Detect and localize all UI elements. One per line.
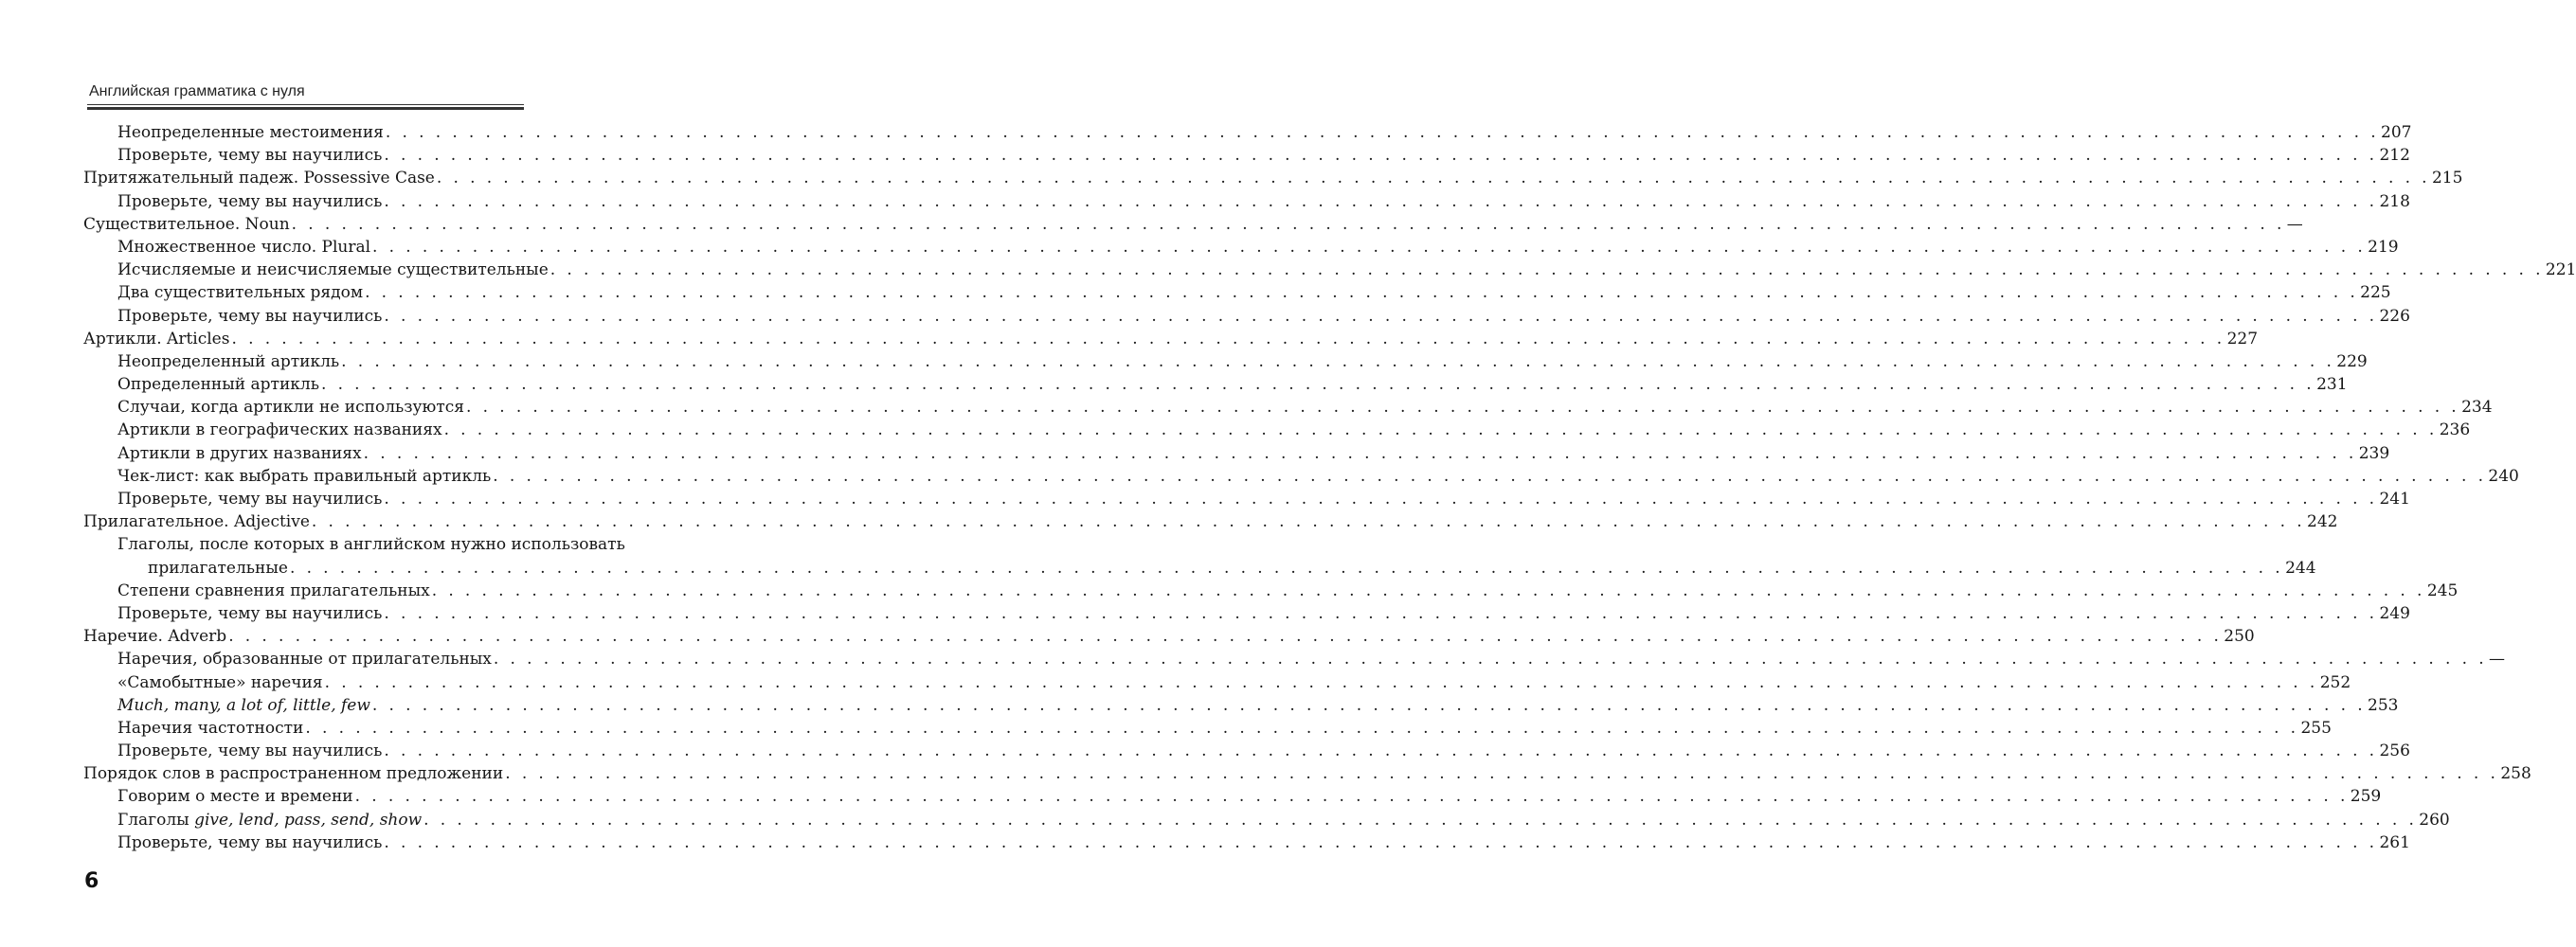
header-rule-thick	[87, 107, 524, 110]
dot-leader: . . . . . . . . . . . . . . . . . . . . . . . . . . . . . . . . . . . . . . . . . . . . . . . . . . . . . . . . . . . . . . . . . . . . . . . . . . . . . . . . . . . . . . . . . . . . . . . . . . . . . . . . . . . . . . . . . . . . . . . .	[289, 558, 2284, 578]
dot-leader: . . . . . . . . . . . . . . . . . . . . . . . . . . . . . . . . . . . . . . . . . . . . . . . . . . . . . . . . . . . . . . . . . . . . . . . . . . . . . . . . . . . . . . . . . . . . . . . . . . . . . . . . . . . . . . . . . . . . . . . .	[311, 512, 2306, 532]
toc-entry-title-text: Проверьте, чему вы научились	[117, 146, 383, 166]
toc-entry[interactable]	[83, 740, 2410, 762]
toc-entry-title	[117, 373, 319, 396]
toc-entry-page: 253	[2368, 695, 2399, 715]
toc-entry[interactable]	[83, 533, 656, 556]
toc-entry-title	[83, 213, 290, 236]
toc-entry-title-text: Проверьте, чему вы научились	[117, 603, 383, 623]
toc-entry-page: 231	[2316, 375, 2348, 395]
toc-entry-title	[148, 557, 288, 580]
toc-entry[interactable]	[83, 580, 2459, 602]
running-header: Английская грамматика с нуля	[89, 83, 305, 99]
dot-leader: . . . . . . . . . . . . . . . . . . . . . . . . . . . . . . . . . . . . . . . . . . . . . . . . . . . . . . . . . . . . . . . . . . . . . . . . . . . . . . . . . . . . . . . . . . . . . . . . . . . . . . . . . . . . . . . . . . . . . . . .	[363, 443, 2357, 463]
dot-leader: . . . . . . . . . . . . . . . . . . . . . . . . . . . . . . . . . . . . . . . . . . . . . . . . . . . . . . . . . . . . . . . . . . . . . . . . . . . . . . . . . . . . . . . . . . . . . . . . . . . . . . . . . . . . . . . . . . . . . . . .	[384, 490, 2378, 509]
toc-entry[interactable]	[83, 488, 2410, 510]
toc-entry-title	[117, 809, 422, 831]
toc-entry-title-text: Множественное число. Plural	[117, 237, 371, 257]
toc-entry[interactable]	[83, 259, 2576, 281]
dot-leader: . . . . . . . . . . . . . . . . . . . . . . . . . . . . . . . . . . . . . . . . . . . . . . . . . . . . . . . . . . . . . . . . . . . . . . . . . . . . . . . . . . . . . . . . . . . . . . . . . . . . . . . . . . . . . . . . . . . . . . . .	[384, 146, 2378, 166]
toc-entry-title	[117, 488, 382, 510]
toc-entry[interactable]	[83, 557, 2316, 580]
dot-leader: . . . . . . . . . . . . . . . . . . . . . . . . . . . . . . . . . . . . . . . . . . . . . . . . . . . . . . . . . . . . . . . . . . . . . . . . . . . . . . . . . . . . . . . . . . . . . . . . . . . . . . . . . . . . . . . . . . . . . . . .	[384, 742, 2378, 761]
toc-entry[interactable]	[83, 694, 2399, 717]
toc-entry[interactable]	[83, 419, 2471, 441]
dot-leader: . . . . . . . . . . . . . . . . . . . . . . . . . . . . . . . . . . . . . . . . . . . . . . . . . . . . . . . . . . . . . . . . . . . . . . . . . . . . . . . . . . . . . . . . . . . . . . . . . . . . . . . . . . . . . . . . . . . . . . . .	[354, 787, 2349, 807]
dot-leader: . . . . . . . . . . . . . . . . . . . . . . . . . . . . . . . . . . . . . . . . . . . . . . . . . . . . . . . . . . . . . . . . . . . . . . . . . . . . . . . . . . . . . . . . . . . . . . . . . . . . . . . . . . . . . . . . . . . . . . . .	[371, 695, 2367, 715]
toc-entry-page: 259	[2350, 787, 2382, 807]
toc-entry-page: 212	[2379, 146, 2410, 166]
toc-entry-title	[117, 419, 442, 441]
toc-entry-page: 260	[2419, 810, 2450, 830]
toc-entry-title	[117, 580, 430, 602]
toc-entry-title	[117, 281, 363, 304]
toc-entry-page: 226	[2379, 306, 2410, 326]
toc-entry-title-text: Артикли в географических названиях	[117, 420, 442, 440]
toc-entry-title	[83, 167, 435, 189]
dot-leader: . . . . . . . . . . . . . . . . . . . . . . . . . . . . . . . . . . . . . . . . . . . . . . . . . . . . . . . . . . . . . . . . . . . . . . . . . . . . . . . . . . . . . . . . . . . . . . . . . . . . . . . . . . . . . . . . . . . . . . . .	[423, 810, 2418, 830]
toc-entry[interactable]	[83, 717, 2332, 740]
toc-entry[interactable]	[83, 809, 2450, 831]
toc-entry-title-text: Порядок слов в распространенном предложении	[83, 764, 504, 784]
toc-entry-title	[117, 602, 382, 625]
toc-entry-page: —	[2286, 214, 2303, 234]
dot-leader: . . . . . . . . . . . . . . . . . . . . . . . . . . . . . . . . . . . . . . . . . . . . . . . . . . . . . . . . . . . . . . . . . . . . . . . . . . . . . . . . . . . . . . . . . . . . . . . . . . . . . . . . . . . . . . . . . . . . . . . .	[341, 351, 2335, 371]
toc-entry-title	[117, 305, 382, 328]
toc-entry-page: 225	[2360, 283, 2391, 303]
dot-leader: . . . . . . . . . . . . . . . . . . . . . . . . . . . . . . . . . . . . . . . . . . . . . . . . . . . . . . . . . . . . . . . . . . . . . . . . . . . . . . . . . . . . . . . . . . . . . . . . . . . . . . . . . . . . . . . . . . . . . . . .	[549, 260, 2544, 280]
dot-leader: . . . . . . . . . . . . . . . . . . . . . . . . . . . . . . . . . . . . . . . . . . . . . . . . . . . . . . . . . . . . . . . . . . . . . . . . . . . . . . . . . . . . . . . . . . . . . . . . . . . . . . . . . . . . . . . . . . . . . . . .	[384, 832, 2378, 852]
dot-leader: . . . . . . . . . . . . . . . . . . . . . . . . . . . . . . . . . . . . . . . . . . . . . . . . . . . . . . . . . . . . . . . . . . . . . . . . . . . . . . . . . . . . . . . . . . . . . . . . . . . . . . . . . . . . . . . . . . . . . . . .	[505, 764, 2499, 784]
toc-entry-title	[117, 671, 323, 694]
toc-entry-page: 245	[2426, 581, 2459, 600]
toc-entry-title-text: Глаголы	[117, 810, 195, 830]
toc-entry-page: 236	[2439, 420, 2471, 440]
toc-entry-title-text: Неопределенный артикль	[117, 351, 340, 371]
toc-entry-title	[83, 328, 229, 350]
toc-entry-title	[117, 831, 382, 854]
toc-entry[interactable]	[83, 648, 2506, 670]
toc-entry-title	[117, 259, 549, 281]
toc-entry[interactable]	[83, 396, 2493, 419]
toc-entry[interactable]	[83, 328, 2259, 350]
toc-entry[interactable]	[83, 236, 2399, 259]
toc-entry-page: 242	[2307, 512, 2338, 532]
toc-entry-title-text: Much, many, a lot of, little, few	[117, 695, 370, 715]
toc-entry-title-text: Исчисляемые и неисчисляемые существительные	[117, 260, 549, 280]
toc-entry[interactable]	[83, 305, 2410, 328]
toc-entry-title-text: Проверьте, чему вы научились	[117, 490, 383, 509]
dot-leader: . . . . . . . . . . . . . . . . . . . . . . . . . . . . . . . . . . . . . . . . . . . . . . . . . . . . . . . . . . . . . . . . . . . . . . . . . . . . . . . . . . . . . . . . . . . . . . . . . . . . . . . . . . . . . . . . . . . . . . . .	[493, 466, 2487, 486]
dot-leader: . . . . . . . . . . . . . . . . . . . . . . . . . . . . . . . . . . . . . . . . . . . . . . . . . . . . . . . . . . . . . . . . . . . . . . . . . . . . . . . . . . . . . . . . . . . . . . . . . . . . . . . . . . . . . . . . . . . . . . . .	[493, 650, 2488, 670]
toc-entry-page: 207	[2381, 123, 2412, 142]
toc-entry[interactable]	[83, 373, 2348, 396]
dot-leader: . . . . . . . . . . . . . . . . . . . . . . . . . . . . . . . . . . . . . . . . . . . . . . . . . . . . . . . . . . . . . . . . . . . . . . . . . . . . . . . . . . . . . . . . . . . . . . . . . . . . . . . . . . . . . . . . . . . . . . . .	[384, 191, 2378, 211]
toc-entry[interactable]	[83, 762, 2531, 785]
toc-entry-title	[83, 762, 503, 785]
toc-entry-title	[117, 144, 382, 167]
dot-leader: . . . . . . . . . . . . . . . . . . . . . . . . . . . . . . . . . . . . . . . . . . . . . . . . . . . . . . . . . . . . . . . . . . . . . . . . . . . . . . . . . . . . . . . . . . . . . . . . . . . . . . . . . . . . . . . . . . . . . . . .	[385, 123, 2379, 142]
dot-leader: . . . . . . . . . . . . . . . . . . . . . . . . . . . . . . . . . . . . . . . . . . . . . . . . . . . . . . . . . . . . . . . . . . . . . . . . . . . . . . . . . . . . . . . . . . . . . . . . . . . . . . . . . . . . . . . . . . . . . . . .	[320, 375, 2315, 395]
toc-entry-title	[117, 465, 491, 488]
toc-entry-title	[83, 625, 226, 648]
toc-entry-title-text: Определенный артикль	[117, 375, 319, 395]
dot-leader: . . . . . . . . . . . . . . . . . . . . . . . . . . . . . . . . . . . . . . . . . . . . . . . . . . . . . . . . . . . . . . . . . . . . . . . . . . . . . . . . . . . . . . . . . . . . . . . . . . . . . . . . . . . . . . . . . . . . . . . .	[365, 283, 2359, 303]
toc-entry-title	[117, 533, 625, 556]
toc-entry-page: 249	[2379, 603, 2410, 623]
toc-entry-page: 252	[2319, 672, 2351, 692]
toc-entry[interactable]	[83, 144, 2410, 167]
page-number: 6	[84, 869, 99, 893]
toc-entry-page: 234	[2461, 398, 2493, 418]
toc-entry-page: 261	[2379, 832, 2410, 852]
toc-entry-title	[83, 510, 310, 533]
toc-entry-title-text: Проверьте, чему вы научились	[117, 742, 383, 761]
toc-entry-title-text: Глаголы, после которых в английском нужно использовать	[117, 535, 625, 555]
toc-entry-title-text: Степени сравнения прилагательных	[117, 581, 430, 600]
toc-entry[interactable]	[83, 625, 2255, 648]
header-rule-thin	[87, 104, 524, 105]
dot-leader: . . . . . . . . . . . . . . . . . . . . . . . . . . . . . . . . . . . . . . . . . . . . . . . . . . . . . . . . . . . . . . . . . . . . . . . . . . . . . . . . . . . . . . . . . . . . . . . . . . . . . . . . . . . . . . . . . . . . . . . .	[431, 581, 2425, 600]
toc-entry-title-text: Проверьте, чему вы научились	[117, 191, 383, 211]
toc-entry[interactable]	[83, 465, 2519, 488]
toc-entry-page: 244	[2285, 558, 2316, 578]
dot-leader: . . . . . . . . . . . . . . . . . . . . . . . . . . . . . . . . . . . . . . . . . . . . . . . . . . . . . . . . . . . . . . . . . . . . . . . . . . . . . . . . . . . . . . . . . . . . . . . . . . . . . . . . . . . . . . . . . . . . . . . .	[324, 672, 2318, 692]
toc-entry-title-text: Прилагательное. Adjective	[83, 512, 310, 532]
toc-entry-title	[117, 190, 382, 213]
toc-entry-title-text: Артикли в других названиях	[117, 443, 362, 463]
toc-entry-title-text: Неопределенные местоимения	[117, 123, 384, 142]
toc-entry-page: 240	[2488, 466, 2519, 486]
dot-leader: . . . . . . . . . . . . . . . . . . . . . . . . . . . . . . . . . . . . . . . . . . . . . . . . . . . . . . . . . . . . . . . . . . . . . . . . . . . . . . . . . . . . . . . . . . . . . . . . . . . . . . . . . . . . . . . . . . . . . . . .	[372, 237, 2367, 257]
toc-entry-title	[117, 648, 492, 670]
table-of-contents	[83, 121, 2576, 854]
toc-entry[interactable]	[83, 602, 2410, 625]
toc-entry-page: 258	[2500, 764, 2531, 784]
toc-entry-title	[117, 717, 303, 740]
toc-entry-page: 221	[2545, 260, 2576, 280]
toc-entry-page: 219	[2368, 237, 2399, 257]
toc-entry-page: 250	[2224, 627, 2255, 647]
toc-entry[interactable]	[83, 510, 2338, 533]
toc-entry-title	[117, 442, 362, 465]
toc-entry-title	[117, 785, 353, 808]
toc-entry-page: 229	[2336, 351, 2368, 371]
toc-entry-title-text: Притяжательный падеж. Possessive Case	[83, 169, 435, 188]
toc-entry-page: 241	[2379, 490, 2410, 509]
toc-entry-title-text: Наречия частотности	[117, 718, 304, 738]
toc-entry-title-text: «Самобытные» наречия	[117, 672, 323, 692]
toc-entry-title-text: Проверьте, чему вы научились	[117, 832, 383, 852]
toc-entry-title	[117, 350, 339, 373]
toc-entry-page: 215	[2431, 169, 2463, 188]
dot-leader: . . . . . . . . . . . . . . . . . . . . . . . . . . . . . . . . . . . . . . . . . . . . . . . . . . . . . . . . . . . . . . . . . . . . . . . . . . . . . . . . . . . . . . . . . . . . . . . . . . . . . . . . . . . . . . . . . . . . . . . .	[384, 306, 2378, 326]
toc-entry-page: —	[2489, 650, 2506, 670]
dot-leader: . . . . . . . . . . . . . . . . . . . . . . . . . . . . . . . . . . . . . . . . . . . . . . . . . . . . . . . . . . . . . . . . . . . . . . . . . . . . . . . . . . . . . . . . . . . . . . . . . . . . . . . . . . . . . . . . . . . . . . . .	[231, 329, 2225, 348]
toc-entry-page: 256	[2379, 742, 2410, 761]
dot-leader: . . . . . . . . . . . . . . . . . . . . . . . . . . . . . . . . . . . . . . . . . . . . . . . . . . . . . . . . . . . . . . . . . . . . . . . . . . . . . . . . . . . . . . . . . . . . . . . . . . . . . . . . . . . . . . . . . . . . . . . .	[443, 420, 2438, 440]
toc-entry-page: 255	[2300, 718, 2332, 738]
toc-entry-title-italic: give, lend, pass, send, show	[194, 810, 423, 830]
toc-entry-title-text: Случаи, когда артикли не используются	[117, 398, 464, 418]
toc-entry-page: 227	[2226, 329, 2259, 348]
toc-entry[interactable]	[83, 831, 2410, 854]
toc-entry[interactable]	[83, 785, 2382, 808]
toc-entry[interactable]	[83, 671, 2351, 694]
toc-entry[interactable]	[83, 350, 2368, 373]
toc-entry-title	[117, 694, 370, 717]
toc-entry[interactable]	[83, 442, 2390, 465]
toc-entry[interactable]	[83, 190, 2410, 213]
toc-entry-title-text: Наречия, образованные от прилагательных	[117, 650, 492, 670]
dot-leader: . . . . . . . . . . . . . . . . . . . . . . . . . . . . . . . . . . . . . . . . . . . . . . . . . . . . . . . . . . . . . . . . . . . . . . . . . . . . . . . . . . . . . . . . . . . . . . . . . . . . . . . . . . . . . . . . . . . . . . . .	[436, 169, 2430, 188]
dot-leader: . . . . . . . . . . . . . . . . . . . . . . . . . . . . . . . . . . . . . . . . . . . . . . . . . . . . . . . . . . . . . . . . . . . . . . . . . . . . . . . . . . . . . . . . . . . . . . . . . . . . . . . . . . . . . . . . . . . . . . . .	[305, 718, 2299, 738]
dot-leader: . . . . . . . . . . . . . . . . . . . . . . . . . . . . . . . . . . . . . . . . . . . . . . . . . . . . . . . . . . . . . . . . . . . . . . . . . . . . . . . . . . . . . . . . . . . . . . . . . . . . . . . . . . . . . . . . . . . . . . . .	[228, 627, 2223, 647]
toc-entry-title-text: прилагательные	[148, 558, 288, 578]
dot-leader: . . . . . . . . . . . . . . . . . . . . . . . . . . . . . . . . . . . . . . . . . . . . . . . . . . . . . . . . . . . . . . . . . . . . . . . . . . . . . . . . . . . . . . . . . . . . . . . . . . . . . . . . . . . . . . . . . . . . . . . .	[384, 603, 2378, 623]
toc-entry-page: 239	[2358, 443, 2390, 463]
toc-entry-title-text: Существительное. Noun	[83, 214, 290, 234]
toc-entry-title-text: Проверьте, чему вы научились	[117, 306, 383, 326]
dot-leader: . . . . . . . . . . . . . . . . . . . . . . . . . . . . . . . . . . . . . . . . . . . . . . . . . . . . . . . . . . . . . . . . . . . . . . . . . . . . . . . . . . . . . . . . . . . . . . . . . . . . . . . . . . . . . . . . . . . . . . . .	[291, 214, 2285, 234]
toc-entry-title-text: Артикли. Articles	[83, 329, 230, 348]
toc-entry[interactable]	[83, 167, 2463, 189]
toc-entry-title-text: Говорим о месте и времени	[117, 787, 353, 807]
toc-entry-title-text: Два существительных рядом	[117, 283, 364, 303]
toc-entry-title	[117, 236, 370, 259]
toc-entry[interactable]	[83, 121, 2412, 144]
toc-entry[interactable]	[83, 281, 2391, 304]
toc-entry-title-text: Наречие. Adverb	[83, 627, 227, 647]
toc-entry-title-text: Чек-лист: как выбрать правильный артикль	[117, 466, 492, 486]
toc-entry-title	[117, 121, 384, 144]
toc-entry[interactable]	[83, 213, 2303, 236]
toc-entry-title	[117, 740, 382, 762]
toc-entry-title	[117, 396, 464, 419]
dot-leader: . . . . . . . . . . . . . . . . . . . . . . . . . . . . . . . . . . . . . . . . . . . . . . . . . . . . . . . . . . . . . . . . . . . . . . . . . . . . . . . . . . . . . . . . . . . . . . . . . . . . . . . . . . . . . . . . . . . . . . . .	[466, 398, 2460, 418]
toc-entry-page: 218	[2379, 191, 2410, 211]
